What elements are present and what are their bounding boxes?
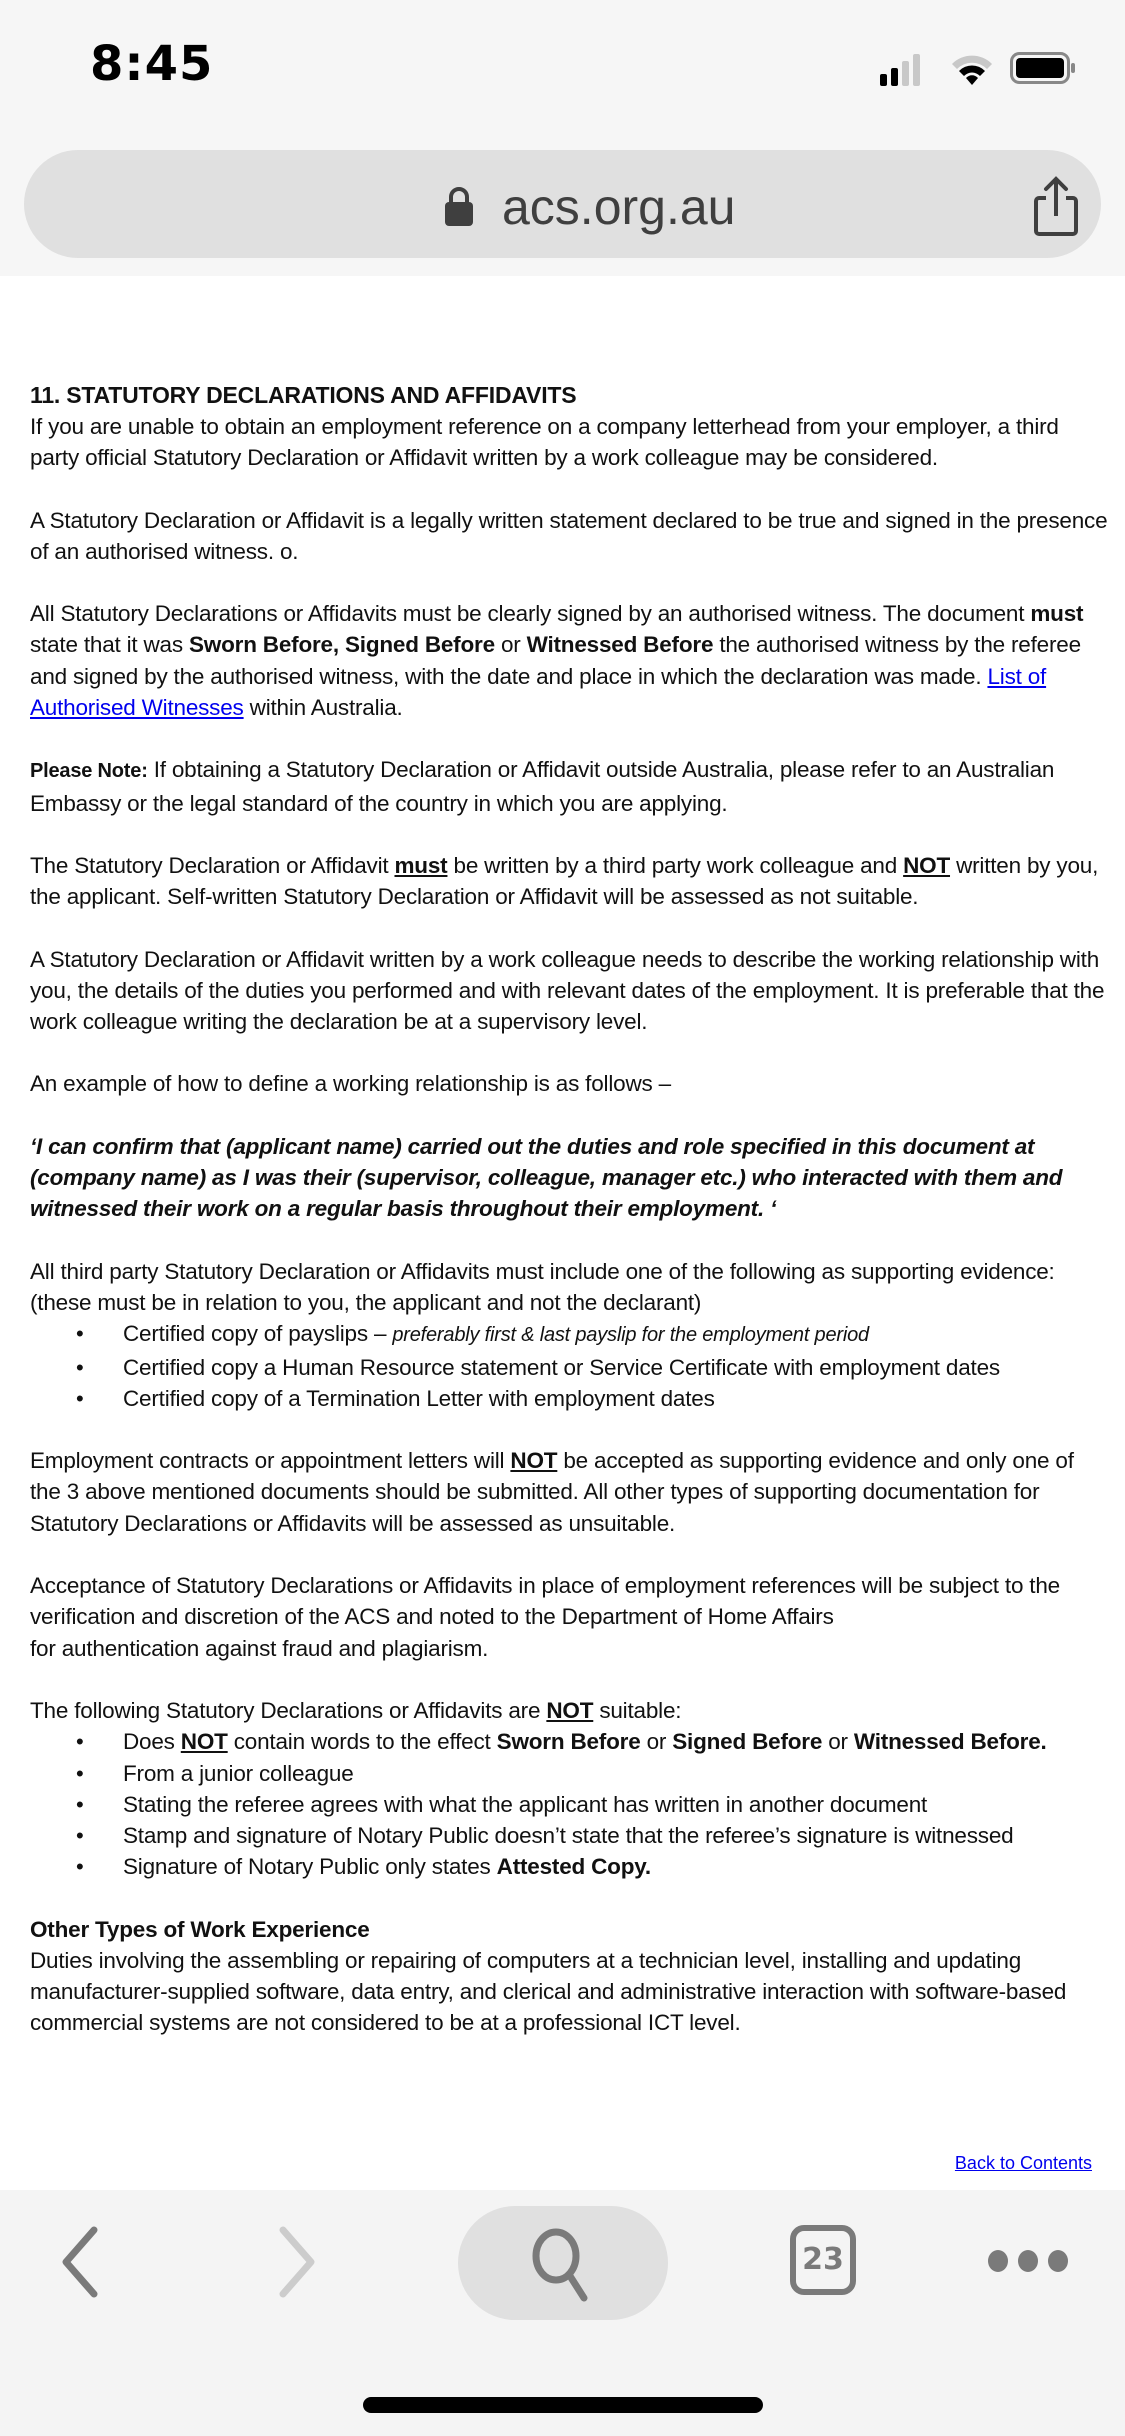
text: written by you, the applicant. Self-written Statutory Declaration or Affidavit will be assessed as not suitable. bbox=[30, 852, 1099, 910]
text: Certified copy of payslips – bbox=[123, 1321, 393, 1347]
emphasis-sworn-signed: Sworn Before, Signed Before bbox=[188, 632, 495, 658]
list-item: • Stamp and signature of Notary Public doesn’t state that the referee’s signature is witnessed bbox=[30, 1820, 1110, 1851]
text: suitable: bbox=[593, 1697, 682, 1723]
paragraph-third-party bbox=[30, 850, 1110, 913]
status-time: 8:45 bbox=[90, 36, 214, 92]
address-bar[interactable] bbox=[24, 150, 1101, 258]
paragraph-describe-relationship: A Statutory Declaration or Affidavit written by a work colleague needs to describe the working relationship with you, the details of the duties you performed and with relevant dates of the employment. It is preferable that the work colleague writing the declaration be at a supervisory level. bbox=[30, 946, 1105, 1035]
paragraph-other-work: Duties involving the assembling or repairing of computers at a technician level, installing and updating manufacturer-supplied software, data entry, and clerical and administrative interaction with software-based commercial systems are not considered to be at a professional ICT level. bbox=[30, 1947, 1067, 2036]
list-item: • Certified copy of a Termination Letter with employment dates bbox=[30, 1383, 1110, 1414]
please-note-label: Please Note: bbox=[30, 760, 148, 783]
list-item bbox=[30, 1318, 1110, 1351]
list-item: • Certified copy a Human Resource statement or Service Certificate with employment dates bbox=[30, 1352, 1110, 1383]
emphasis-not: NOT bbox=[903, 852, 951, 878]
emphasis-not: NOT bbox=[180, 1729, 228, 1755]
payslip-note: preferably first & last payslip for the employment period bbox=[392, 1324, 869, 1347]
emphasis-must: must bbox=[1030, 601, 1084, 627]
tabs-button[interactable]: 23 bbox=[790, 2225, 856, 2295]
text: Acceptance of Statutory Declarations or Affidavits in place of employment references will be subject to the verification and discretion of the ACS and noted to the Department of Home Affairs bbox=[30, 1573, 1060, 1630]
text: If obtaining a Statutory Declaration or Affidavit outside Australia, please refer to an Australian Embassy or the legal standard of the country in which you are applying. bbox=[30, 757, 1055, 816]
more-icon[interactable] bbox=[988, 2250, 1068, 2272]
text: or bbox=[640, 1729, 673, 1755]
paragraph-definition: A Statutory Declaration or Affidavit is a legally written statement declared to be true and signed in the presence of an authorised witness. o. bbox=[30, 507, 1108, 564]
unsuitable-list bbox=[30, 1726, 1110, 1882]
text: be accepted as supporting evidence and only one of the 3 above mentioned documents should be submitted. All other types of supporting documentation for Statutory Declarations or Affidavits will be assessed as unsuitable. bbox=[30, 1448, 1074, 1536]
authorised-witnesses-link[interactable]: List of Authorised Witnesses bbox=[30, 663, 1047, 721]
emphasis: Attested Copy. bbox=[496, 1854, 651, 1880]
section-heading: 11. STATUTORY DECLARATIONS AND AFFIDAVITS bbox=[30, 382, 577, 408]
text: within Australia. bbox=[243, 695, 403, 721]
status-bar bbox=[0, 0, 1125, 140]
text: The Statutory Declaration or Affidavit bbox=[30, 852, 395, 878]
emphasis: Signed Before bbox=[672, 1729, 823, 1755]
cellular-signal-icon bbox=[880, 52, 930, 86]
text: be written by a third party work colleague and bbox=[447, 852, 904, 878]
document-content bbox=[30, 380, 1110, 2070]
text: Signature of Notary Public only states bbox=[123, 1854, 497, 1880]
list-item bbox=[30, 1726, 1110, 1757]
text: state that it was bbox=[30, 632, 189, 658]
browser-address-area bbox=[0, 140, 1125, 276]
emphasis-must: must bbox=[394, 852, 448, 878]
list-item: • Stating the referee agrees with what the applicant has written in another document bbox=[30, 1789, 1110, 1820]
paragraph-please-note bbox=[30, 754, 1110, 819]
home-indicator[interactable] bbox=[363, 2397, 763, 2413]
text: for authentication against fraud and plagiarism. bbox=[30, 1635, 489, 1661]
search-button[interactable] bbox=[458, 2206, 668, 2320]
paragraph-contracts bbox=[30, 1445, 1110, 1539]
text: contain words to the effect bbox=[227, 1729, 497, 1755]
emphasis: Sworn Before bbox=[496, 1729, 641, 1755]
paragraph-acceptance bbox=[30, 1570, 1110, 1664]
emphasis-not: NOT bbox=[510, 1448, 558, 1474]
back-to-contents-link[interactable]: Back to Contents bbox=[954, 2153, 1092, 2173]
wifi-icon bbox=[950, 52, 994, 86]
text: All Statutory Declarations or Affidavits must be clearly signed by an authorised witness. The document bbox=[30, 601, 1031, 627]
text: or bbox=[822, 1729, 854, 1755]
search-icon bbox=[526, 2226, 602, 2302]
paragraph-not-suitable bbox=[30, 1695, 1110, 1726]
paragraph-example-intro: An example of how to define a working relationship is as follows – bbox=[30, 1071, 671, 1097]
paragraph-witness bbox=[30, 598, 1110, 723]
text: the authorised witness by the referee and signed by the authorised witness, with the date and place in which the declaration was made. bbox=[30, 632, 1081, 689]
forward-chevron-icon[interactable] bbox=[275, 2226, 319, 2298]
text: or bbox=[494, 632, 527, 658]
evidence-list bbox=[30, 1318, 1110, 1414]
text: The following Statutory Declarations or Affidavits are bbox=[30, 1697, 547, 1723]
paragraph-supporting-evidence: All third party Statutory Declaration or Affidavits must include one of the following as supporting evidence: (these must be in relation to you, the applicant and not the declarant) bbox=[30, 1258, 1055, 1315]
share-icon[interactable] bbox=[1034, 176, 1078, 236]
emphasis: Witnessed Before. bbox=[853, 1729, 1047, 1755]
text: Does bbox=[123, 1729, 181, 1755]
emphasis-not: NOT bbox=[546, 1697, 594, 1723]
battery-icon bbox=[1010, 52, 1076, 84]
paragraph-intro: If you are unable to obtain an employment reference on a company letterhead from your employer, a third party official Statutory Declaration or Affidavit written by a work colleague may be considered. bbox=[30, 414, 1059, 471]
lock-icon bbox=[444, 186, 474, 226]
example-quote: ‘I can confirm that (applicant name) carried out the duties and role specified in this document at (company name) as I was their (supervisor, colleague, manager etc.) who interacted with them and witnessed their work on a regular basis throughout their employment. ‘ bbox=[30, 1133, 1063, 1222]
back-chevron-icon[interactable] bbox=[58, 2226, 102, 2298]
list-item: • From a junior colleague bbox=[30, 1758, 1110, 1789]
text: Employment contracts or appointment letters will bbox=[30, 1448, 511, 1474]
list-item bbox=[30, 1851, 1110, 1882]
emphasis-witnessed: Witnessed Before bbox=[526, 632, 714, 658]
url-text[interactable]: acs.org.au bbox=[502, 179, 736, 235]
subheading-other-work: Other Types of Work Experience bbox=[30, 1916, 370, 1942]
